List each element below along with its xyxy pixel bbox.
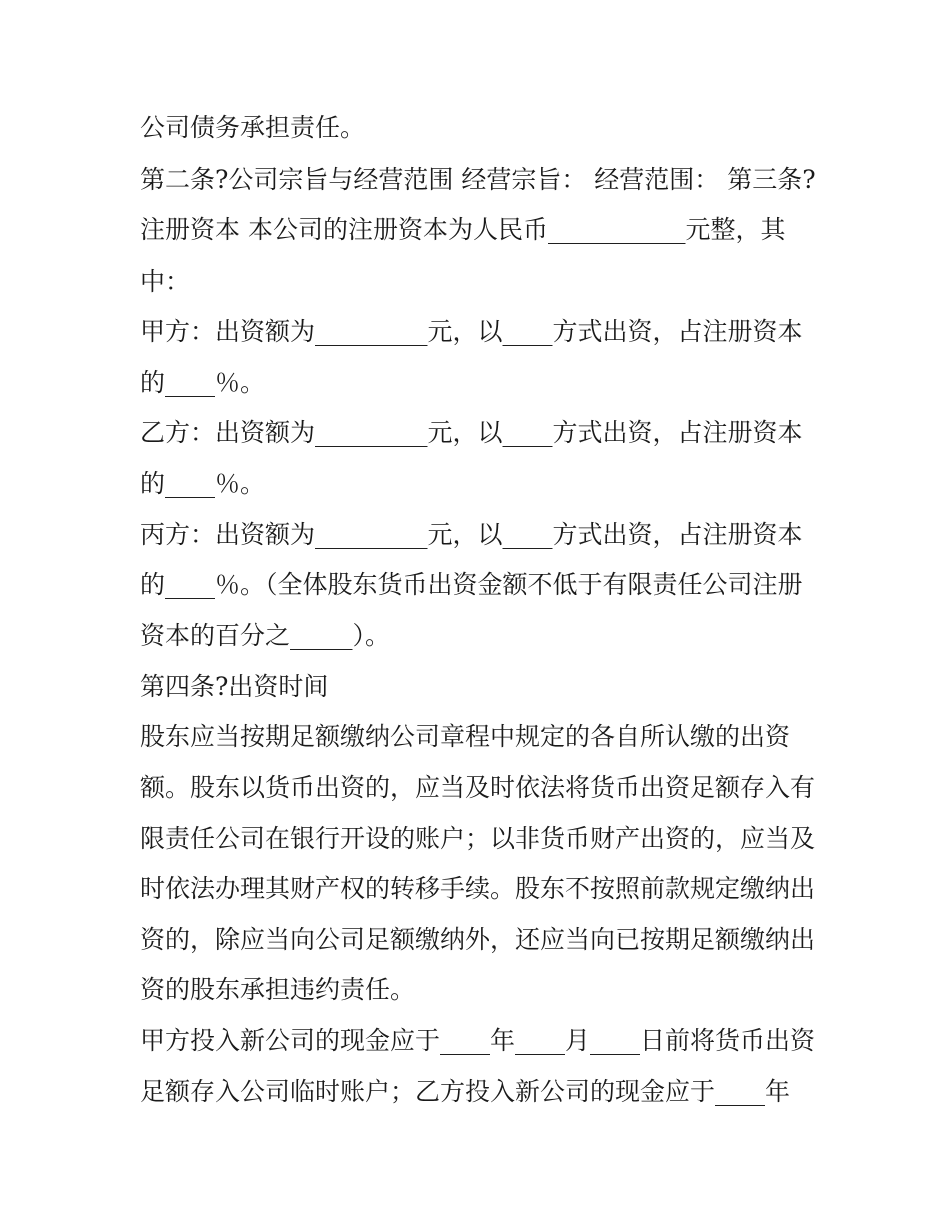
text-line-6: 的____％。 — [140, 368, 266, 397]
text-line-10: 的____％。（全体股东货币出资金额不低于有限责任公司注册 — [140, 570, 803, 599]
text-line-17: 资的，除应当向公司足额缴纳外，还应当向已按期足额缴纳出 — [140, 925, 816, 954]
text-line-19: 甲方投入新公司的现金应于____年____月____日前将货币出资 — [140, 1026, 816, 1055]
text-line-20: 足额存入公司临时账户；乙方投入新公司的现金应于____年 — [140, 1077, 791, 1106]
text-line-14: 额。股东以货币出资的，应当及时依法将货币出资足额存入有 — [140, 773, 816, 802]
text-line-8: 的____％。 — [140, 469, 266, 498]
text-line-15: 限责任公司在银行开设的账户；以非货币财产出资的，应当及 — [140, 824, 816, 853]
text-line-4: 中： — [140, 267, 191, 296]
text-line-18: 资的股东承担违约责任。 — [140, 975, 416, 1004]
text-line-7: 乙方：出资额为_________元，以____方式出资，占注册资本 — [140, 418, 803, 447]
text-line-1: 公司债务承担责任。 — [140, 113, 366, 142]
text-line-2: 第二条?公司宗旨与经营范围 经营宗旨： 经营范围： 第三条? — [140, 165, 816, 194]
text-line-9: 丙方：出资额为_________元，以____方式出资，占注册资本 — [140, 520, 803, 549]
text-line-12: 第四条?出资时间 — [140, 672, 329, 701]
text-line-3: 注册资本 本公司的注册资本为人民币___________元整，其 — [140, 215, 786, 244]
text-line-16: 时依法办理其财产权的转移手续。股东不按照前款规定缴纳出 — [140, 874, 816, 903]
text-line-13: 股东应当按期足额缴纳公司章程中规定的各自所认缴的出资 — [140, 722, 791, 751]
text-line-11: 资本的百分之_____）。 — [140, 621, 391, 650]
text-line-5: 甲方：出资额为_________元，以____方式出资，占注册资本 — [140, 317, 803, 346]
